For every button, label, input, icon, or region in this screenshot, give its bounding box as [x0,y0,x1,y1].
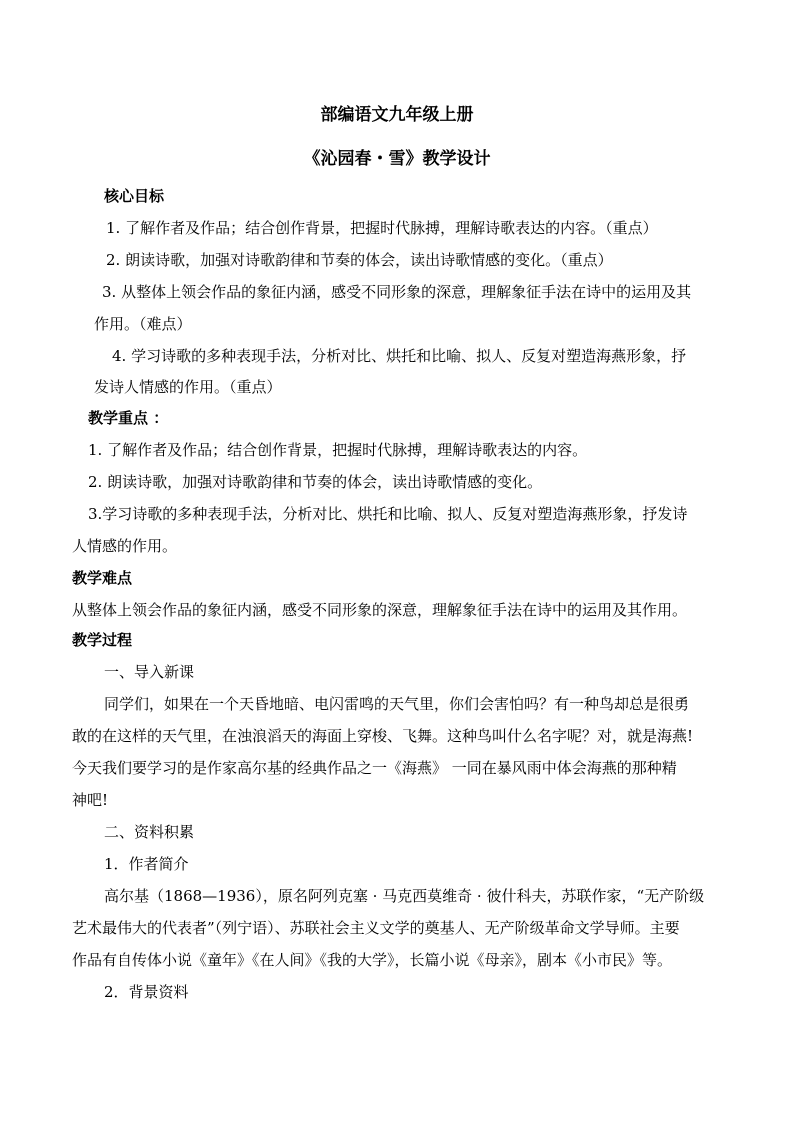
document-title-lesson: 《沁园春・雪》教学设计 [303,149,491,169]
core-goal-item-4-cont: 发诗人情感的作用。（重点） [94,378,282,396]
author-paragraph-line-2: 艺术最伟大的代表者”（列宁语）、苏联社会主义文学的奠基人、无产阶级革命文学导师。主要 [72,919,680,937]
core-goal-item-4: 4. 学习诗歌的多种表现手法，分析对比、烘托和比喻、拟人、反复对塑造海燕形象，抒 [112,347,687,365]
section-materials-heading: 二、资料积累 [104,823,195,841]
process-heading: 教学过程 [72,631,133,649]
intro-paragraph-line-4: 神吧! [72,791,109,809]
difficulties-text: 从整体上领会作品的象征内涵，感受不同形象的深意，理解象征手法在诗中的运用及其作用。 [72,601,688,619]
key-point-item-1: 1. 了解作者及作品；结合创作背景，把握时代脉搏，理解诗歌表达的内容。 [88,441,588,459]
author-intro-heading: 1．作者简介 [104,855,189,873]
background-heading: 2．背景资料 [104,983,189,1001]
key-points-heading: 教学重点 ： [88,409,169,427]
core-goal-item-2: 2. 朗读诗歌，加强对诗歌韵律和节奏的体会，读出诗歌情感的变化。（重点） [106,251,613,269]
core-goal-item-3-cont: 作用。（难点） [94,315,192,333]
key-point-item-3: 3.学习诗歌的多种表现手法，分析对比、烘托和比喻、拟人、反复对塑造海燕形象，抒发诗 [88,505,688,523]
intro-paragraph-line-2: 敢的在这样的天气里，在浊浪滔天的海面上穿梭、飞舞。这种鸟叫什么名字呢？对，就是海燕! [72,727,694,745]
key-point-item-2: 2. 朗读诗歌，加强对诗歌韵律和节奏的体会，读出诗歌情感的变化。 [88,473,543,491]
intro-paragraph-line-3: 今天我们要学习的是作家高尔基的经典作品之一《海燕》 一同在暴风雨中体会海燕的那种精 [72,759,677,777]
section-intro-heading: 一、导入新课 [104,663,195,681]
core-goal-item-3: 3. 从整体上领会作品的象征内涵，感受不同形象的深意，理解象征手法在诗中的运用及其 [102,283,692,301]
author-paragraph-line-1: 高尔基（1868—1936），原名阿列克塞 · 马克西莫维奇 · 彼什科夫，苏联作家，“无产阶级 [104,887,705,905]
intro-paragraph-line-1: 同学们，如果在一个天昏地暗、电闪雷鸣的天气里，你们会害怕吗？有一种鸟却总是很勇 [104,695,690,713]
difficulties-heading: 教学难点 [72,569,133,587]
author-paragraph-line-3: 作品有自传体小说《童年》《在人间》《我的大学》，长篇小说《母亲》，剧本《小市民》等。 [72,951,673,969]
document-title-grade: 部编语文九年级上册 [320,105,474,125]
key-point-item-3-cont: 人情感的作用。 [72,537,178,555]
core-goals-heading: 核心目标 [104,187,165,205]
core-goal-item-1: 1. 了解作者及作品；结合创作背景，把握时代脉搏，理解诗歌表达的内容。（重点） [106,219,658,237]
